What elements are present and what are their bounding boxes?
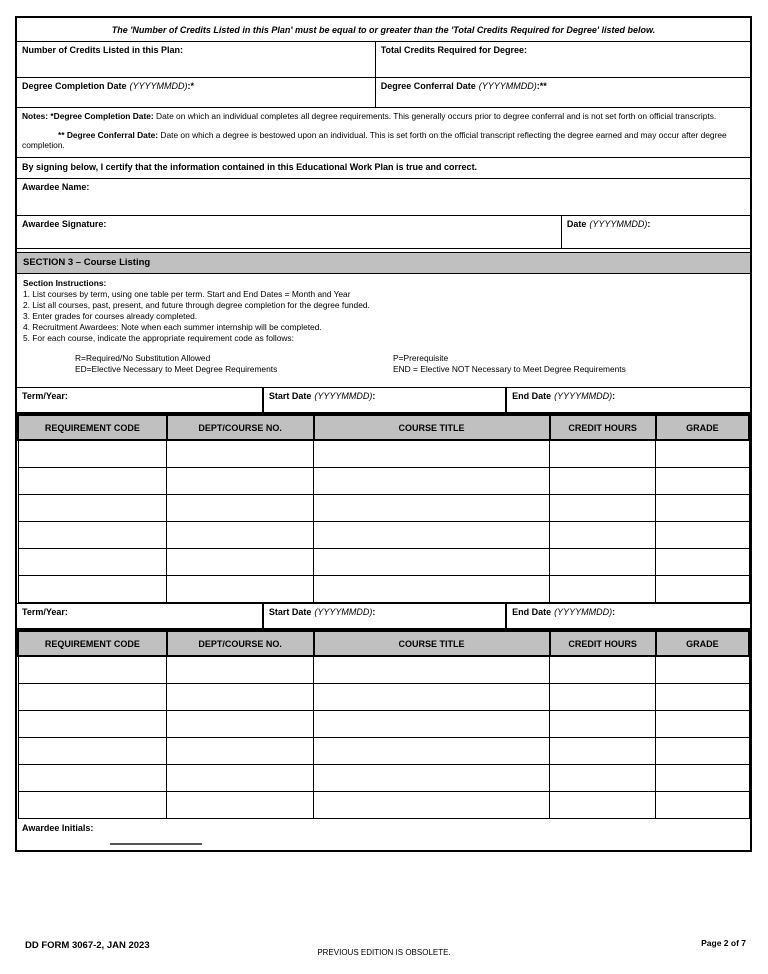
course-cell[interactable]	[656, 656, 749, 684]
previous-edition-note: PREVIOUS EDITION IS OBSOLETE.	[317, 948, 451, 957]
note-completion-text: Date on which an individual completes all degree requirements. This generally occurs prior to degree conferral and is not set forth on official transcripts.	[153, 111, 717, 121]
end-date-field-1[interactable]	[505, 388, 750, 412]
course-cell[interactable]	[656, 684, 749, 711]
code-line: P=Prerequisite	[393, 353, 449, 364]
course-cell[interactable]	[167, 468, 314, 495]
course-cell[interactable]	[656, 440, 749, 468]
course-cell[interactable]	[314, 792, 550, 819]
course-cell[interactable]	[550, 738, 656, 765]
course-table-1	[17, 414, 750, 603]
course-cell[interactable]	[18, 468, 167, 495]
course-table-2	[17, 630, 750, 819]
requirement-codes	[75, 353, 744, 375]
course-cell[interactable]	[656, 765, 749, 792]
table-row	[18, 522, 749, 549]
course-cell[interactable]	[18, 738, 167, 765]
start-date-field-1[interactable]	[262, 388, 505, 412]
header-course-title: COURSE TITLE	[314, 631, 550, 656]
course-cell[interactable]	[314, 684, 550, 711]
course-cell[interactable]	[314, 765, 550, 792]
form-number: DD FORM 3067-2, JAN 2023	[25, 940, 150, 951]
signature-date-suffix: :	[647, 218, 651, 229]
start-date-field-2[interactable]	[262, 604, 505, 628]
table-row	[18, 549, 749, 576]
course-cell[interactable]	[550, 576, 656, 603]
start-date-format: (YYYYMMDD)	[314, 391, 373, 402]
signature-date-field[interactable]	[561, 216, 750, 248]
header-requirement-code: REQUIREMENT CODE	[18, 631, 167, 656]
total-credits-label: Total Credits Required for Degree:	[380, 45, 528, 55]
end-date-field-2[interactable]	[505, 604, 750, 628]
notes-block	[17, 108, 750, 158]
num-credits-field[interactable]	[17, 42, 375, 77]
course-cell[interactable]	[656, 549, 749, 576]
header-dept-course-no: DEPT/COURSE NO.	[167, 631, 314, 656]
course-cell[interactable]	[656, 711, 749, 738]
course-cell[interactable]	[18, 656, 167, 684]
note-completion	[22, 111, 745, 122]
table-row	[18, 495, 749, 522]
note-conferral-text: Date on which a degree is bestowed upon an individual. This is set forth on the official transcript reflecting the degree earned and may occur after degree completion.	[22, 129, 727, 150]
course-cell[interactable]	[167, 522, 314, 549]
course-cell[interactable]	[314, 522, 550, 549]
codes-right	[393, 353, 744, 375]
section3-title: SECTION 3 – Course Listing	[23, 257, 151, 268]
course-cell[interactable]	[656, 522, 749, 549]
code-line: END = Elective NOT Necessary to Meet Degree Requirements	[393, 364, 626, 375]
code-line: R=Required/No Substitution Allowed	[75, 353, 211, 364]
form-body	[15, 16, 752, 852]
course-cell[interactable]	[167, 684, 314, 711]
awardee-signature-label: Awardee Signature:	[22, 218, 107, 229]
completion-date-label: Degree Completion Date	[22, 81, 127, 91]
awardee-name-field[interactable]	[17, 179, 750, 216]
course-cell[interactable]	[656, 738, 749, 765]
course-cell[interactable]	[167, 792, 314, 819]
table-row	[18, 468, 749, 495]
course-cell[interactable]	[550, 440, 656, 468]
term-year-label: Term/Year:	[22, 607, 68, 618]
course-cell[interactable]	[550, 549, 656, 576]
course-cell[interactable]	[550, 468, 656, 495]
term-year-field-1[interactable]	[17, 388, 262, 412]
course-cell[interactable]	[18, 792, 167, 819]
note-conferral	[22, 130, 745, 151]
header-dept-course-no: DEPT/COURSE NO.	[167, 415, 314, 440]
term-year-label: Term/Year:	[22, 391, 68, 402]
end-date-colon: :	[612, 391, 616, 402]
awardee-initials-label: Awardee Initials:	[22, 823, 94, 834]
table-row	[18, 765, 749, 792]
course-cell[interactable]	[167, 656, 314, 684]
term-year-field-2[interactable]	[17, 604, 262, 628]
section3-header	[17, 252, 750, 274]
completion-date-field[interactable]	[17, 78, 375, 107]
instruction-line: 2. List all courses, past, present, and future through degree completion for the degree funded.	[23, 299, 370, 310]
table-row	[18, 738, 749, 765]
start-date-format: (YYYYMMDD)	[314, 607, 373, 618]
course-cell[interactable]	[167, 576, 314, 603]
awardee-initials-field	[17, 819, 750, 850]
signature-date-label: Date	[566, 218, 587, 229]
total-credits-field[interactable]	[375, 42, 750, 77]
instruction-line: 5. For each course, indicate the appropriate requirement code as follows:	[23, 332, 294, 343]
table-row	[18, 656, 749, 684]
term-row-1	[17, 387, 750, 414]
start-date-colon: :	[372, 391, 376, 402]
header-credit-hours: CREDIT HOURS	[550, 631, 656, 656]
course-cell[interactable]	[18, 495, 167, 522]
instruction-line: 3. Enter grades for courses already completed.	[23, 310, 198, 321]
end-date-colon: :	[612, 607, 616, 618]
code-line: ED=Elective Necessary to Meet Degree Requirements	[75, 364, 278, 375]
course-cell[interactable]	[167, 738, 314, 765]
course-cell[interactable]	[18, 711, 167, 738]
course-cell[interactable]	[550, 522, 656, 549]
page-number: Page 2 of 7	[701, 938, 746, 948]
codes-left	[75, 353, 393, 375]
certification-text: By signing below, I certify that the information contained in this Educational Work Plan is true and correct.	[22, 161, 478, 172]
completion-date-format: (YYYYMMDD)	[129, 81, 188, 91]
course-cell[interactable]	[167, 765, 314, 792]
course-cell[interactable]	[314, 576, 550, 603]
completion-date-suffix: :*	[187, 81, 195, 91]
course-cell[interactable]	[550, 495, 656, 522]
certification-statement	[17, 158, 750, 179]
end-date-label: End Date	[512, 607, 552, 618]
header-grade: GRADE	[656, 631, 749, 656]
instructions-title: Section Instructions:	[23, 277, 107, 288]
header-course-title: COURSE TITLE	[314, 415, 550, 440]
conferral-date-field[interactable]	[375, 78, 750, 107]
start-date-colon: :	[372, 607, 376, 618]
course-cell[interactable]	[656, 792, 749, 819]
awardee-name-label: Awardee Name:	[22, 181, 90, 192]
course-cell[interactable]	[314, 549, 550, 576]
instruction-line: 4. Recruitment Awardees: Note when each summer internship will be completed.	[23, 321, 322, 332]
course-cell[interactable]	[18, 549, 167, 576]
header-credit-hours: CREDIT HOURS	[550, 415, 656, 440]
table-row	[18, 711, 749, 738]
note-completion-bold: Notes: *Degree Completion Date:	[22, 111, 154, 121]
table-row	[18, 440, 749, 468]
start-date-label: Start Date	[268, 607, 312, 618]
header-grade: GRADE	[656, 415, 749, 440]
end-date-format: (YYYYMMDD)	[554, 607, 613, 618]
conferral-date-label: Degree Conferral Date	[380, 81, 476, 91]
end-date-format: (YYYYMMDD)	[554, 391, 613, 402]
course-cell[interactable]	[18, 440, 167, 468]
course-cell[interactable]	[314, 468, 550, 495]
end-date-label: End Date	[512, 391, 552, 402]
start-date-label: Start Date	[268, 391, 312, 402]
conferral-date-suffix: :**	[536, 81, 547, 91]
course-cell[interactable]	[550, 656, 656, 684]
table-row	[18, 792, 749, 819]
conferral-date-format: (YYYYMMDD)	[478, 81, 537, 91]
course-cell[interactable]	[314, 440, 550, 468]
course-cell[interactable]	[314, 738, 550, 765]
num-credits-label: Number of Credits Listed in this Plan:	[22, 45, 184, 55]
course-cell[interactable]	[656, 576, 749, 603]
awardee-signature-field[interactable]	[17, 216, 561, 248]
course-cell[interactable]	[167, 495, 314, 522]
term-row-2	[17, 603, 750, 630]
course-cell[interactable]	[314, 711, 550, 738]
course-cell[interactable]	[656, 495, 749, 522]
course-cell[interactable]	[18, 684, 167, 711]
signature-date-format: (YYYYMMDD)	[589, 218, 648, 229]
course-cell[interactable]	[167, 711, 314, 738]
course-cell[interactable]	[167, 549, 314, 576]
section3-instructions	[17, 274, 750, 388]
course-cell[interactable]	[314, 656, 550, 684]
course-cell[interactable]	[18, 765, 167, 792]
course-cell[interactable]	[550, 684, 656, 711]
course-cell[interactable]	[18, 522, 167, 549]
table-row	[18, 576, 749, 603]
table-row	[18, 684, 749, 711]
top-instruction	[17, 18, 750, 42]
awardee-initials-input[interactable]	[110, 843, 202, 845]
instruction-line: 1. List courses by term, using one table per term. Start and End Dates = Month and Year	[23, 288, 351, 299]
course-cell[interactable]	[550, 711, 656, 738]
course-table-header-row	[18, 415, 749, 440]
course-cell[interactable]	[550, 792, 656, 819]
note-conferral-bold: ** Degree Conferral Date:	[58, 129, 159, 140]
course-cell[interactable]	[18, 576, 167, 603]
course-cell[interactable]	[167, 440, 314, 468]
top-instruction-text: The 'Number of Credits Listed in this Plan' must be equal to or greater than the 'Total Credits Required for Degree' listed below.	[111, 24, 656, 35]
course-cell[interactable]	[314, 495, 550, 522]
course-cell[interactable]	[550, 765, 656, 792]
header-requirement-code: REQUIREMENT CODE	[18, 415, 167, 440]
course-table-header-row	[18, 631, 749, 656]
course-cell[interactable]	[656, 468, 749, 495]
